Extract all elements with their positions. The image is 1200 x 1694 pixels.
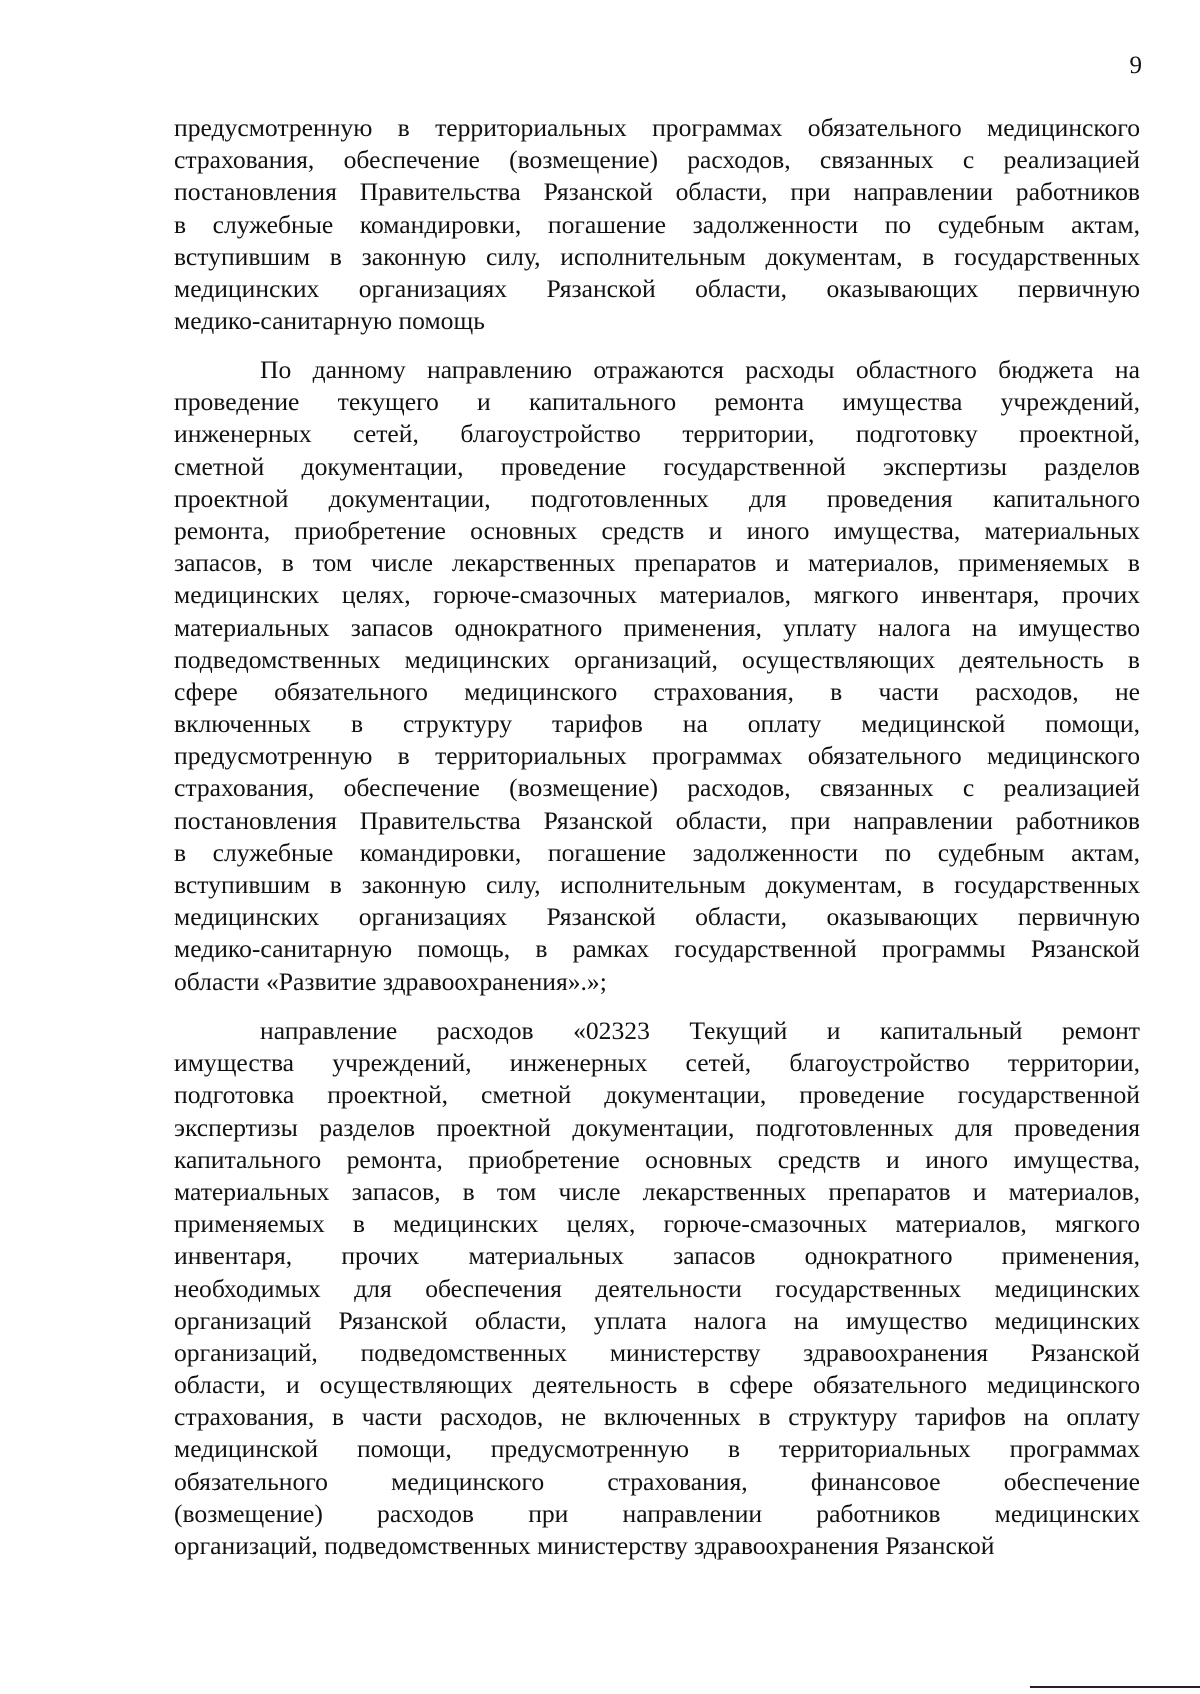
text-line: организаций, подведомственных министерству здравоохранения Рязанской: [174, 1337, 1140, 1367]
text-line: (возмещение) расходов при направлении работников медицинских: [174, 1498, 1140, 1528]
text-line: вступившим в законную силу, исполнительным документам, в государственных: [174, 241, 1140, 271]
text-line: капитального ремонта, приобретение основных средств и иного имущества,: [174, 1144, 1140, 1174]
paragraph: [174, 354, 1140, 998]
text-line: в служебные командировки, погашение задолженности по судебным актам,: [174, 837, 1140, 867]
text-line: включенных в структуру тарифов на оплату медицинской помощи,: [174, 709, 1140, 739]
text-line: медицинских целях, горюче-смазочных материалов, мягкого инвентаря, прочих: [174, 580, 1140, 610]
text-line: инвентаря, прочих материальных запасов однократного применения,: [174, 1241, 1140, 1271]
text-line: материальных запасов однократного применения, уплату налога на имущество: [174, 612, 1140, 642]
text-line: подготовка проектной, сметной документации, проведение государственной: [174, 1080, 1140, 1110]
text-line: сметной документации, проведение государственной экспертизы разделов: [174, 451, 1140, 481]
text-line: имущества учреждений, инженерных сетей, благоустройство территории,: [174, 1048, 1140, 1078]
text-line: материальных запасов, в том числе лекарственных препаратов и материалов,: [174, 1176, 1140, 1206]
text-line: подведомственных медицинских организаций, осуществляющих деятельность в: [174, 644, 1140, 674]
page-number: 9: [1129, 52, 1142, 79]
text-line: медико-санитарную помощь, в рамках государственной программы Рязанской: [174, 934, 1140, 964]
text-line: медико-санитарную помощь: [174, 306, 485, 336]
text-line: области, и осуществляющих деятельность в сфере обязательного медицинского: [174, 1370, 1140, 1400]
text-line: обязательного медицинского страхования, финансовое обеспечение: [174, 1466, 1140, 1496]
text-line: области «Развитие здравоохранения».»;: [174, 966, 607, 996]
text-line: запасов, в том числе лекарственных препаратов и материалов, применяемых в: [174, 548, 1140, 578]
text-line: медицинских организациях Рязанской области, оказывающих первичную: [174, 273, 1140, 303]
text-line: предусмотренную в территориальных программах обязательного медицинского: [174, 113, 1140, 142]
text-line: организаций, подведомственных министерству здравоохранения Рязанской: [174, 1531, 995, 1560]
text-line: постановления Правительства Рязанской области, при направлении работников: [174, 805, 1140, 835]
paragraph: [174, 112, 1140, 337]
text-line: вступившим в законную силу, исполнительным документам, в государственных: [174, 870, 1140, 899]
text-line: экспертизы разделов проектной документации, подготовленных для проведения: [174, 1112, 1140, 1142]
text-line: ремонта, приобретение основных средств и иного имущества, материальных: [174, 515, 1140, 545]
text-line: По данному направлению отражаются расходы областного бюджета на: [260, 355, 1140, 384]
text-line: проведение текущего и капитального ремонта имущества учреждений,: [174, 387, 1140, 417]
text-line: инженерных сетей, благоустройство территории, подготовку проектной,: [174, 419, 1140, 449]
text-line: направление расходов «02323 Текущий и капитальный ремонт: [260, 1016, 1140, 1045]
text-line: постановления Правительства Рязанской области, при направлении работников: [174, 177, 1140, 207]
text-line: организаций Рязанской области, уплата налога на имущество медицинских: [174, 1305, 1140, 1335]
text-line: медицинской помощи, предусмотренную в территориальных программах: [174, 1434, 1140, 1464]
text-line: применяемых в медицинских целях, горюче-смазочных материалов, мягкого: [174, 1209, 1140, 1239]
text-line: медицинских организациях Рязанской области, оказывающих первичную: [174, 902, 1140, 932]
paragraph: [174, 1015, 1140, 1562]
scan-edge-mark: [1030, 1686, 1200, 1688]
text-line: необходимых для обеспечения деятельности государственных медицинских: [174, 1273, 1140, 1303]
text-line: страхования, обеспечение (возмещение) расходов, связанных с реализацией: [174, 773, 1140, 803]
text-line: проектной документации, подготовленных для проведения капитального: [174, 483, 1140, 513]
text-line: в служебные командировки, погашение задолженности по судебным актам,: [174, 209, 1140, 239]
text-line: страхования, обеспечение (возмещение) расходов, связанных с реализацией: [174, 145, 1140, 175]
text-line: сфере обязательного медицинского страхования, в части расходов, не: [174, 676, 1140, 706]
text-line: страхования, в части расходов, не включенных в структуру тарифов на оплату: [174, 1402, 1140, 1432]
text-line: предусмотренную в территориальных программах обязательного медицинского: [174, 741, 1140, 771]
